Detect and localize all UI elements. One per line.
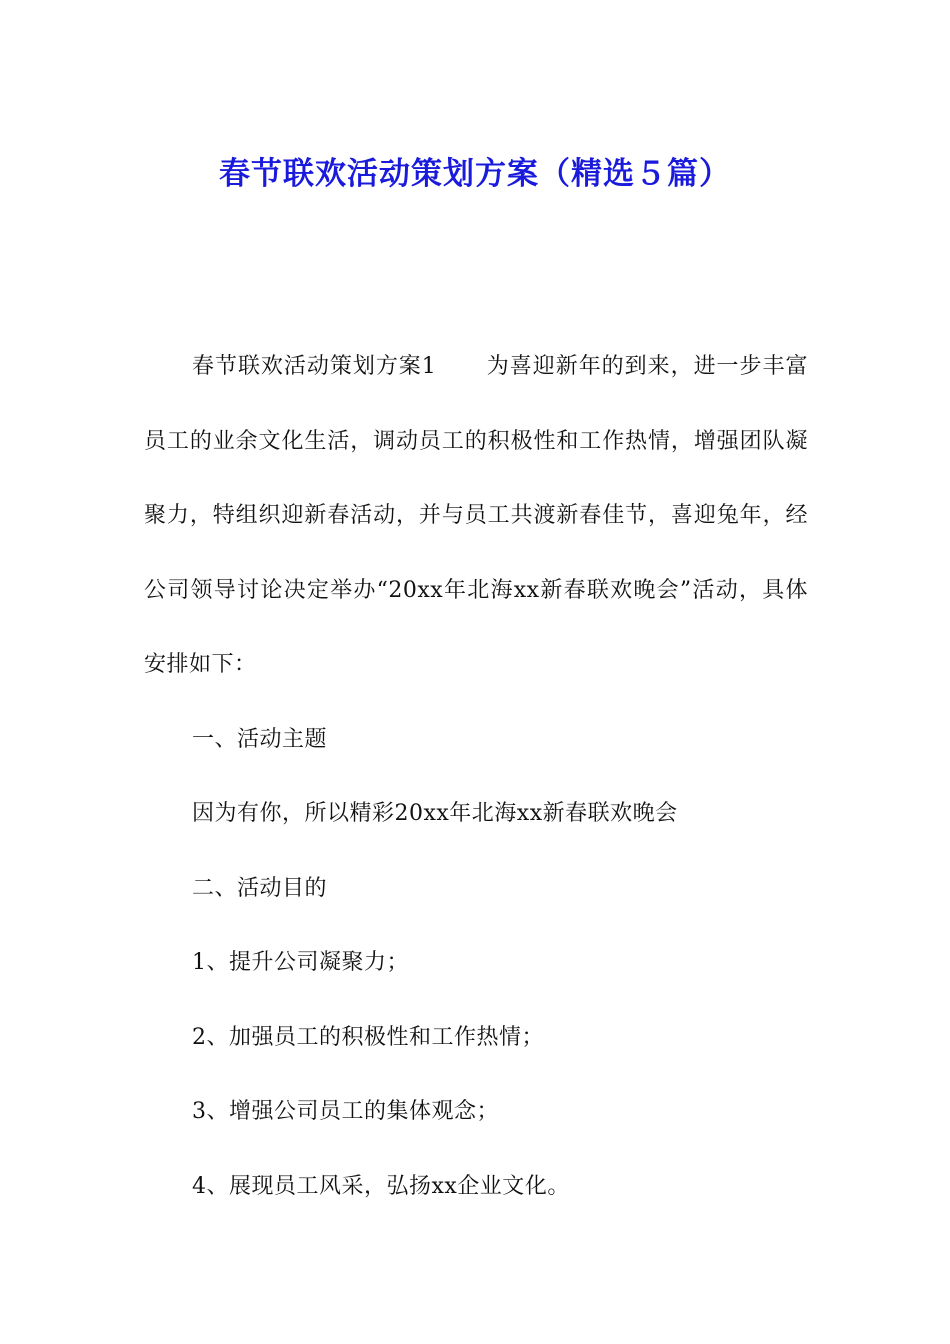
document-title: 春节联欢活动策划方案（精选５篇） [219,155,731,192]
theme-text: 因为有你，所以精彩20xx年北海xx新春联欢晚会 [192,801,678,826]
purpose-item: 4、展现员工风采，弘扬xx企业文化。 [192,1173,570,1199]
document-body [144,330,808,1224]
intro-text: 为喜迎新年的到来，进一步丰富员工的业余文化生活，调动员工的积极性和工作热情，增强团队凝聚力，特组织迎新春活动，并与员工共渡新春佳节，喜迎兔年，经公司领导讨论决定举办“20xx年北海xx新春联欢晚会”活动，具体安排如下： [144,354,808,677]
purpose-item: 3、增强公司员工的集体观念； [192,1099,499,1124]
section-heading-purpose: 二、活动目的 [192,875,328,901]
intro-heading: 春节联欢活动策划方案1 [192,354,437,379]
purpose-item: 1、提升公司凝聚力； [192,950,409,975]
purpose-item: 2、加强员工的积极性和工作热情； [192,1024,544,1050]
intro-paragraph [144,330,808,703]
section-heading-theme: 一、活动主题 [192,726,328,752]
